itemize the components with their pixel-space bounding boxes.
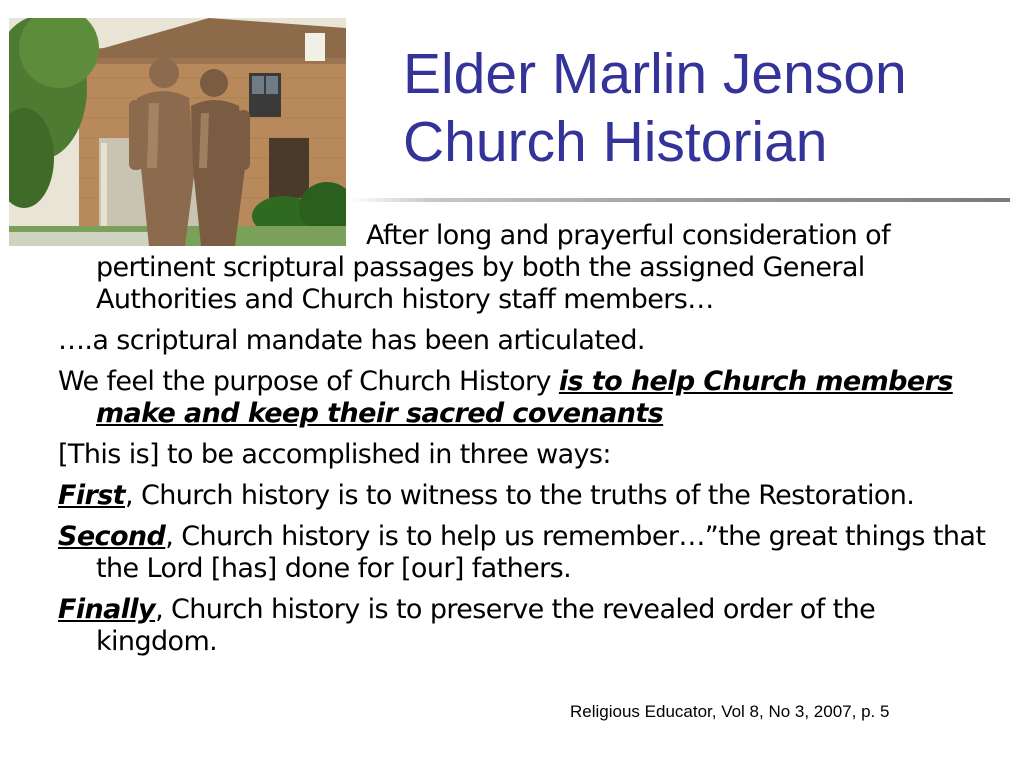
paragraph-second-text: , Church history is to help us remember…”the great things that the Lord [has] done for [our] fathers.	[96, 521, 986, 584]
paragraph-first-label: First	[58, 480, 125, 511]
statues-photo	[9, 18, 346, 246]
citation: Religious Educator, Vol 8, No 3, 2007, p. 5	[570, 702, 890, 721]
paragraph-finally-label: Finally	[58, 594, 156, 625]
paragraph-purpose-text: We feel the purpose of Church History	[58, 366, 559, 397]
title-line-1: Elder Marlin Jenson	[403, 42, 907, 106]
paragraph-mandate	[58, 325, 998, 357]
paragraph-second-label: Second	[58, 521, 166, 552]
paragraph-purpose-emphasis: is to help Church members make and keep their sacred covenants	[96, 366, 953, 429]
title-line-2: Church Historian	[403, 110, 828, 174]
paragraph-finally-text: , Church history is to preserve the revealed order of the kingdom.	[96, 594, 876, 657]
paragraph-second	[58, 521, 998, 585]
paragraph-purpose	[58, 366, 998, 430]
slide-title	[403, 40, 1003, 176]
statues-photo-icon	[9, 18, 346, 246]
paragraph-first-text: , Church history is to witness to the truths of the Restoration.	[125, 480, 915, 511]
title-divider	[350, 198, 1010, 202]
paragraph-three-ways-text: [This is] to be accomplished in three ways:	[58, 439, 611, 470]
slide-body	[58, 220, 998, 667]
paragraph-first	[58, 480, 998, 512]
paragraph-finally	[58, 594, 998, 658]
paragraph-consideration-text: After long and prayerful consideration of pertinent scriptural passages by both the assigned General Authorities and Church history staff members…	[96, 220, 890, 315]
paragraph-consideration	[58, 220, 998, 316]
paragraph-three-ways	[58, 439, 998, 471]
paragraph-mandate-text: ….a scriptural mandate has been articulated.	[58, 325, 645, 356]
